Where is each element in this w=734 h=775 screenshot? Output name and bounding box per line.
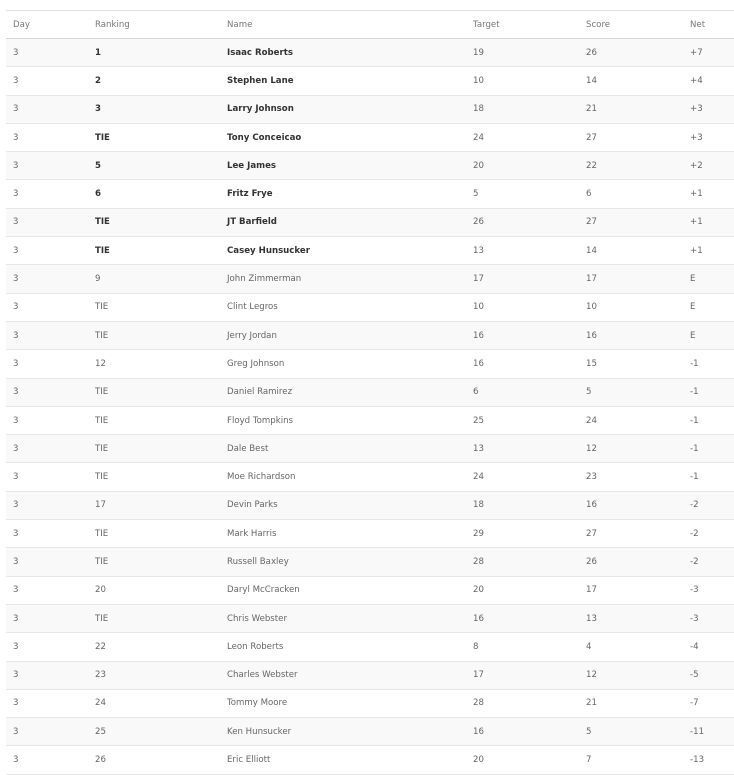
cell-name: Russell Baxley: [227, 556, 289, 567]
cell-name: Fritz Frye: [227, 189, 273, 200]
cell-ranking: TIE: [95, 132, 110, 143]
cell-score: 27: [586, 528, 597, 539]
cell-score: 17: [586, 585, 597, 596]
cell-ranking: 17: [95, 500, 106, 511]
cell-net: -5: [690, 670, 699, 681]
cell-score: 5: [586, 387, 592, 398]
cell-ranking: 12: [95, 358, 106, 369]
table-body: [6, 39, 734, 775]
cell-ranking: TIE: [95, 528, 109, 539]
cell-score: 15: [586, 358, 597, 369]
cell-score: 12: [586, 443, 597, 454]
cell-net: -1: [690, 358, 699, 369]
cell-ranking: TIE: [95, 443, 109, 454]
cell-net: -1: [690, 415, 699, 426]
cell-ranking: TIE: [95, 387, 109, 398]
cell-name: Casey Hunsucker: [227, 245, 310, 256]
header-row: [6, 11, 734, 39]
table-row: [6, 406, 734, 434]
cell-name: JT Barfield: [227, 217, 277, 228]
cell-ranking: 23: [95, 670, 106, 681]
cell-net: -2: [690, 528, 699, 539]
table-row: [6, 350, 734, 378]
cell-net: -2: [690, 556, 699, 567]
cell-day: 3: [13, 75, 19, 86]
cell-net: -3: [690, 613, 699, 624]
cell-name: Lee James: [227, 160, 277, 171]
cell-day: 3: [13, 556, 19, 567]
table-row: [6, 293, 734, 321]
table-row: [6, 180, 734, 208]
cell-target: 8: [473, 641, 479, 652]
cell-score: 12: [586, 670, 597, 681]
cell-ranking: 25: [95, 726, 106, 737]
cell-name: Stephen Lane: [227, 75, 294, 86]
cell-net: E: [690, 302, 696, 313]
table-row: [6, 463, 734, 491]
table-row: [6, 604, 734, 632]
cell-net: -11: [690, 726, 705, 737]
table-row: [6, 661, 734, 689]
cell-target: 16: [473, 613, 484, 624]
cell-ranking: 6: [95, 189, 101, 200]
cell-name: Dale Best: [227, 443, 269, 454]
cell-ranking: 22: [95, 641, 106, 652]
cell-score: 21: [586, 104, 597, 115]
cell-day: 3: [13, 387, 19, 398]
cell-target: 28: [473, 556, 484, 567]
cell-name: Daryl McCracken: [227, 585, 300, 596]
cell-target: 20: [473, 160, 484, 171]
table-row: [6, 265, 734, 293]
cell-target: 13: [473, 245, 484, 256]
cell-day: 3: [13, 755, 19, 766]
cell-name: Leon Roberts: [227, 641, 284, 652]
column-header-ranking: Ranking: [95, 19, 130, 30]
cell-net: -7: [690, 698, 699, 709]
cell-score: 27: [586, 132, 597, 143]
cell-target: 13: [473, 443, 484, 454]
cell-score: 7: [586, 755, 592, 766]
cell-score: 26: [586, 556, 597, 567]
cell-day: 3: [13, 528, 19, 539]
cell-name: Devin Parks: [227, 500, 278, 511]
cell-name: Floyd Tompkins: [227, 415, 294, 426]
table-row: [6, 520, 734, 548]
cell-score: 6: [586, 189, 592, 200]
leaderboard: [6, 10, 734, 775]
cell-target: 26: [473, 217, 484, 228]
cell-target: 10: [473, 75, 484, 86]
table-header: [6, 11, 734, 39]
cell-day: 3: [13, 358, 19, 369]
cell-ranking: TIE: [95, 556, 109, 567]
cell-name: John Zimmerman: [227, 274, 302, 285]
cell-day: 3: [13, 641, 19, 652]
cell-target: 17: [473, 670, 484, 681]
cell-ranking: 5: [95, 160, 101, 171]
cell-target: 24: [473, 132, 484, 143]
cell-day: 3: [13, 613, 19, 624]
cell-score: 21: [586, 698, 597, 709]
cell-score: 27: [586, 217, 597, 228]
table-row: [6, 746, 734, 774]
cell-net: -1: [690, 443, 699, 454]
cell-day: 3: [13, 698, 19, 709]
cell-net: +1: [690, 245, 703, 256]
cell-net: -2: [690, 500, 699, 511]
table-row: [6, 95, 734, 123]
table-row: [6, 718, 734, 746]
cell-target: 28: [473, 698, 484, 709]
cell-target: 6: [473, 387, 479, 398]
cell-day: 3: [13, 47, 19, 58]
column-header-day: Day: [13, 19, 30, 30]
cell-name: Clint Legros: [227, 302, 278, 313]
cell-score: 14: [586, 245, 597, 256]
table-row: [6, 208, 734, 236]
cell-score: 17: [586, 274, 597, 285]
cell-target: 16: [473, 726, 484, 737]
cell-net: +4: [690, 75, 703, 86]
table-row: [6, 378, 734, 406]
cell-name: Charles Webster: [227, 670, 298, 681]
table-row: [6, 67, 734, 95]
cell-name: Greg Johnson: [227, 358, 285, 369]
cell-ranking: 1: [95, 47, 101, 58]
cell-target: 24: [473, 472, 484, 483]
cell-day: 3: [13, 415, 19, 426]
cell-net: -13: [690, 755, 705, 766]
cell-net: +3: [690, 132, 703, 143]
cell-day: 3: [13, 104, 19, 115]
table-row: [6, 435, 734, 463]
cell-day: 3: [13, 500, 19, 511]
cell-net: +1: [690, 217, 703, 228]
cell-score: 16: [586, 500, 597, 511]
cell-net: -3: [690, 585, 699, 596]
cell-score: 22: [586, 160, 597, 171]
table-row: [6, 123, 734, 151]
cell-ranking: 3: [95, 104, 101, 115]
cell-target: 5: [473, 189, 479, 200]
cell-target: 16: [473, 330, 484, 341]
cell-ranking: TIE: [95, 472, 109, 483]
table-row: [6, 689, 734, 717]
cell-ranking: TIE: [95, 415, 109, 426]
cell-day: 3: [13, 217, 19, 228]
cell-net: E: [690, 330, 696, 341]
table-row: [6, 237, 734, 265]
cell-net: E: [690, 274, 696, 285]
table-row: [6, 548, 734, 576]
cell-target: 18: [473, 500, 484, 511]
cell-name: Isaac Roberts: [227, 47, 293, 58]
cell-name: Tony Conceicao: [227, 132, 302, 143]
cell-day: 3: [13, 472, 19, 483]
cell-target: 17: [473, 274, 484, 285]
cell-name: Ken Hunsucker: [227, 726, 292, 737]
cell-ranking: 2: [95, 75, 101, 86]
cell-net: +7: [690, 47, 703, 58]
column-header-name: Name: [227, 19, 253, 30]
cell-target: 29: [473, 528, 484, 539]
leaderboard-table: [6, 10, 734, 775]
cell-day: 3: [13, 245, 19, 256]
table-row: [6, 152, 734, 180]
cell-score: 14: [586, 75, 597, 86]
cell-net: -1: [690, 472, 699, 483]
table-row: [6, 321, 734, 349]
cell-day: 3: [13, 274, 19, 285]
cell-target: 20: [473, 755, 484, 766]
cell-score: 16: [586, 330, 597, 341]
cell-score: 4: [586, 641, 592, 652]
cell-score: 10: [586, 302, 597, 313]
table-row: [6, 633, 734, 661]
cell-ranking: TIE: [95, 217, 110, 228]
column-header-score: Score: [586, 19, 611, 30]
cell-target: 20: [473, 585, 484, 596]
cell-target: 18: [473, 104, 484, 115]
cell-day: 3: [13, 443, 19, 454]
cell-ranking: 24: [95, 698, 106, 709]
cell-score: 13: [586, 613, 597, 624]
cell-target: 25: [473, 415, 484, 426]
cell-day: 3: [13, 189, 19, 200]
cell-net: -1: [690, 387, 699, 398]
cell-day: 3: [13, 726, 19, 737]
cell-net: -4: [690, 641, 699, 652]
cell-day: 3: [13, 132, 19, 143]
cell-score: 26: [586, 47, 597, 58]
cell-net: +3: [690, 104, 703, 115]
cell-ranking: TIE: [95, 302, 109, 313]
cell-net: +2: [690, 160, 703, 171]
cell-day: 3: [13, 160, 19, 171]
cell-target: 10: [473, 302, 484, 313]
cell-name: Eric Elliott: [227, 755, 271, 766]
cell-net: +1: [690, 189, 703, 200]
cell-day: 3: [13, 302, 19, 313]
cell-score: 23: [586, 472, 597, 483]
table-row: [6, 576, 734, 604]
cell-day: 3: [13, 585, 19, 596]
cell-day: 3: [13, 670, 19, 681]
cell-name: Larry Johnson: [227, 104, 294, 115]
cell-day: 3: [13, 330, 19, 341]
cell-target: 16: [473, 358, 484, 369]
cell-name: Daniel Ramirez: [227, 387, 293, 398]
cell-name: Chris Webster: [227, 613, 287, 624]
cell-ranking: 20: [95, 585, 106, 596]
cell-name: Moe Richardson: [227, 472, 296, 483]
cell-ranking: TIE: [95, 613, 109, 624]
cell-ranking: 26: [95, 755, 106, 766]
cell-target: 19: [473, 47, 484, 58]
cell-name: Tommy Moore: [227, 698, 288, 709]
cell-score: 5: [586, 726, 592, 737]
cell-name: Mark Harris: [227, 528, 277, 539]
cell-ranking: 9: [95, 274, 101, 285]
table-row: [6, 39, 734, 67]
column-header-target: Target: [473, 19, 500, 30]
column-header-net: Net: [690, 19, 706, 30]
cell-ranking: TIE: [95, 245, 110, 256]
cell-ranking: TIE: [95, 330, 109, 341]
cell-name: Jerry Jordan: [227, 330, 277, 341]
cell-score: 24: [586, 415, 597, 426]
table-row: [6, 491, 734, 519]
